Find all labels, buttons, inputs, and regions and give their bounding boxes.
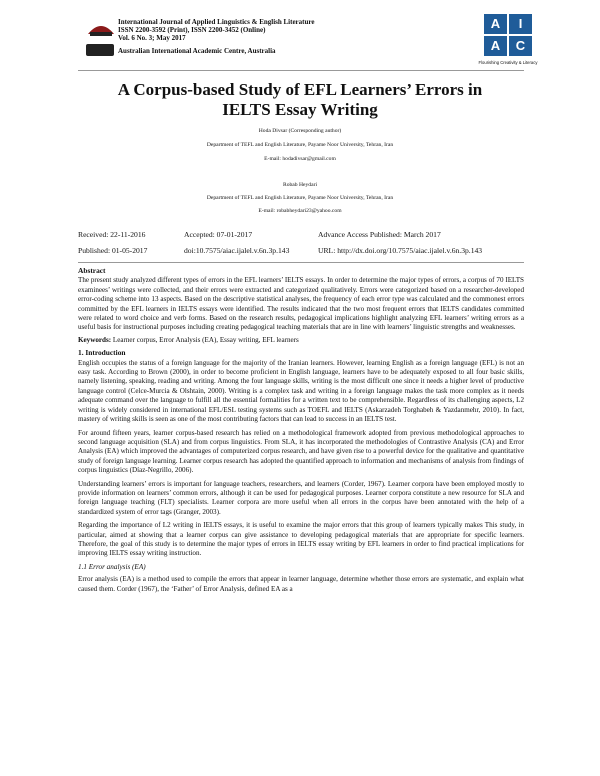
email-1: E-mail: hodadivsar@gmail.com bbox=[264, 156, 336, 162]
issn: ISSN 2200-3592 (Print), ISSN 2200-3452 (Online) bbox=[118, 26, 266, 34]
article-title: A Corpus-based Study of EFL Learners’ Errors in IELTS Essay Writing bbox=[117, 80, 483, 119]
intro-paragraph-3: Understanding learners’ errors is important for language teachers, researchers, and learners (Corder, 1967). Learner corpora have been employed mostly to provide information on learners’ common errors, although it can be used for pedagogical purposes. Learner corpora constitute a new resource for SLA and foreign language teaching (FLT) specialists. Learner corpora are more useful when all errors in the corpus have been annotated with the help of a standardized system of error tags (Granger, 2003). bbox=[78, 479, 524, 516]
abstract-heading: Abstract bbox=[78, 266, 106, 275]
author-1: Hoda Divsar (Corresponding author) bbox=[258, 128, 342, 134]
doi[interactable]: doi:10.7575/aiac.ijalel.v.6n.3p.143 bbox=[184, 246, 290, 255]
publisher: Australian International Academic Centre, Australia bbox=[118, 47, 276, 55]
accepted-date: Accepted: 07-01-2017 bbox=[184, 230, 253, 239]
intro-heading: 1. Introduction bbox=[78, 348, 126, 358]
affiliation-1: Department of TEFL and English Literature, Payame Noor University, Tehran, Iran bbox=[206, 142, 394, 148]
advance-date: Advance Access Published: March 2017 bbox=[318, 230, 441, 239]
cc-license-icon bbox=[86, 44, 114, 56]
affiliation-2: Department of TEFL and English Literature, Payame Noor University, Tehran, Iran bbox=[206, 195, 394, 201]
subsection-paragraph: Error analysis (EA) is a method used to compile the errors that appear in learner language, determine whether those errors are systematic, and explain what caused them. Corder (1967), the ‘Father’ of Error Analysis, defined EA as a bbox=[78, 575, 524, 593]
abstract-text: The present study analyzed different types of errors in the EFL learners’ IELTS essays. In order to determine the major types of errors, a corpus of 70 IELTS examinees’ writings were collected, and their errors were extracted and categorized qualitatively. Errors were categorized based on a researcher-developed error-coding scheme into 13 aspects. Based on the descriptive statistical analyses, the frequency of each error type was calculated and the commonest errors committed by the EFL learners in IELTS essays were identified. The results indicated that the two most frequent errors that IELTS candidates committed were related to word choice and verb forms. Based on the research results, pedagogical implications highlight analyzing EFL learners’ writing errors as a useful basis for instructional purposes including creating pedagogical teaching materials that are in line with learners’ linguistic strengths and weaknesses. bbox=[78, 276, 524, 332]
volume: Vol. 6 No. 3; May 2017 bbox=[118, 34, 186, 42]
email-2: E-mail: robabheydari23@yahoo.com bbox=[258, 208, 342, 214]
journal-name: International Journal of Applied Linguistics & English Literature bbox=[118, 18, 315, 26]
subsection-heading: 1.1 Error analysis (EA) bbox=[78, 562, 146, 571]
journal-logo bbox=[86, 16, 116, 38]
logo-tagline: Flourishing Creativity & Literacy bbox=[478, 60, 538, 65]
article-body bbox=[78, 266, 524, 594]
intro-paragraph-1: English occupies the status of a foreign language for the majority of the Iranian learners. However, learning English as a foreign language (EFL) is not an easy task. According to Brown (2000), in order to become proficient in English language, learners have to be adequately exposed to all four basic skills, namely listening, speaking, reading and writing. Among the four language skills, writing is the most difficult one since it needs a higher level of productive language control (Celce-Murcia & Olshtain, 2000). Writing is a complex task and writing in a foreign language makes the task more complex as it needs adequate command over the language to fulfill all the essential formalities for a written text to be comprehensible. Regardless of its challenging aspects, L2 writing is widely considered in international EFL/ESL testing systems such as TOEFL and IELTS (Askarzadeh Torghabeh & Yazdanmehr, 2010). In fact, mastery of writing skills is seen as one of the most contributing factors that can lead to success in an IELTS test. bbox=[78, 358, 524, 424]
article-url[interactable]: URL: http://dx.doi.org/10.7575/aiac.ijalel.v.6n.3p.143 bbox=[318, 246, 483, 255]
dates-rule bbox=[78, 262, 524, 263]
intro-paragraph-2: For around fifteen years, learner corpus-based research has relied on a methodological framework adopted from previous methodological approaches to second language acquisition (SLA) and from corpus linguistics. From SLA, it has incorporated the methodologies of Contrastive Analysis (CA) and Error Analysis (EA) which improved the advantages of computerized corpus research, and have given rise to a powerful device for the qualitative and quantitative study of foreign language learning. Learner corpus research has adopted the quantified approach to information and mechanisms of analysis from findings of corpus linguistics (Díaz-Negrillo, 2006). bbox=[78, 428, 524, 475]
intro-paragraph-4: Regarding the importance of L2 writing in IELTS essays, it is useful to examine the major errors that this group of learners typically makes This study, in particular, aimed at showing that a learner corpus can give assistance to developing pedagogical materials that are appropriate for specific learners. Therefore, the goal of this study is to determine the major types of errors in IELTS essay writing by EFL learners in order to find practical implications for improving IELTS essay writing instruction. bbox=[78, 521, 524, 558]
published-date: Published: 01-05-2017 bbox=[78, 246, 148, 255]
author-2: Robab Heydari bbox=[282, 182, 318, 188]
aiac-logo: A I A C bbox=[484, 14, 532, 56]
keywords: Keywords: Learner corpus, Error Analysis (EA), Essay writing, EFL learners bbox=[78, 335, 299, 344]
header-rule bbox=[78, 70, 524, 71]
received-date: Received: 22-11-2016 bbox=[78, 230, 146, 239]
